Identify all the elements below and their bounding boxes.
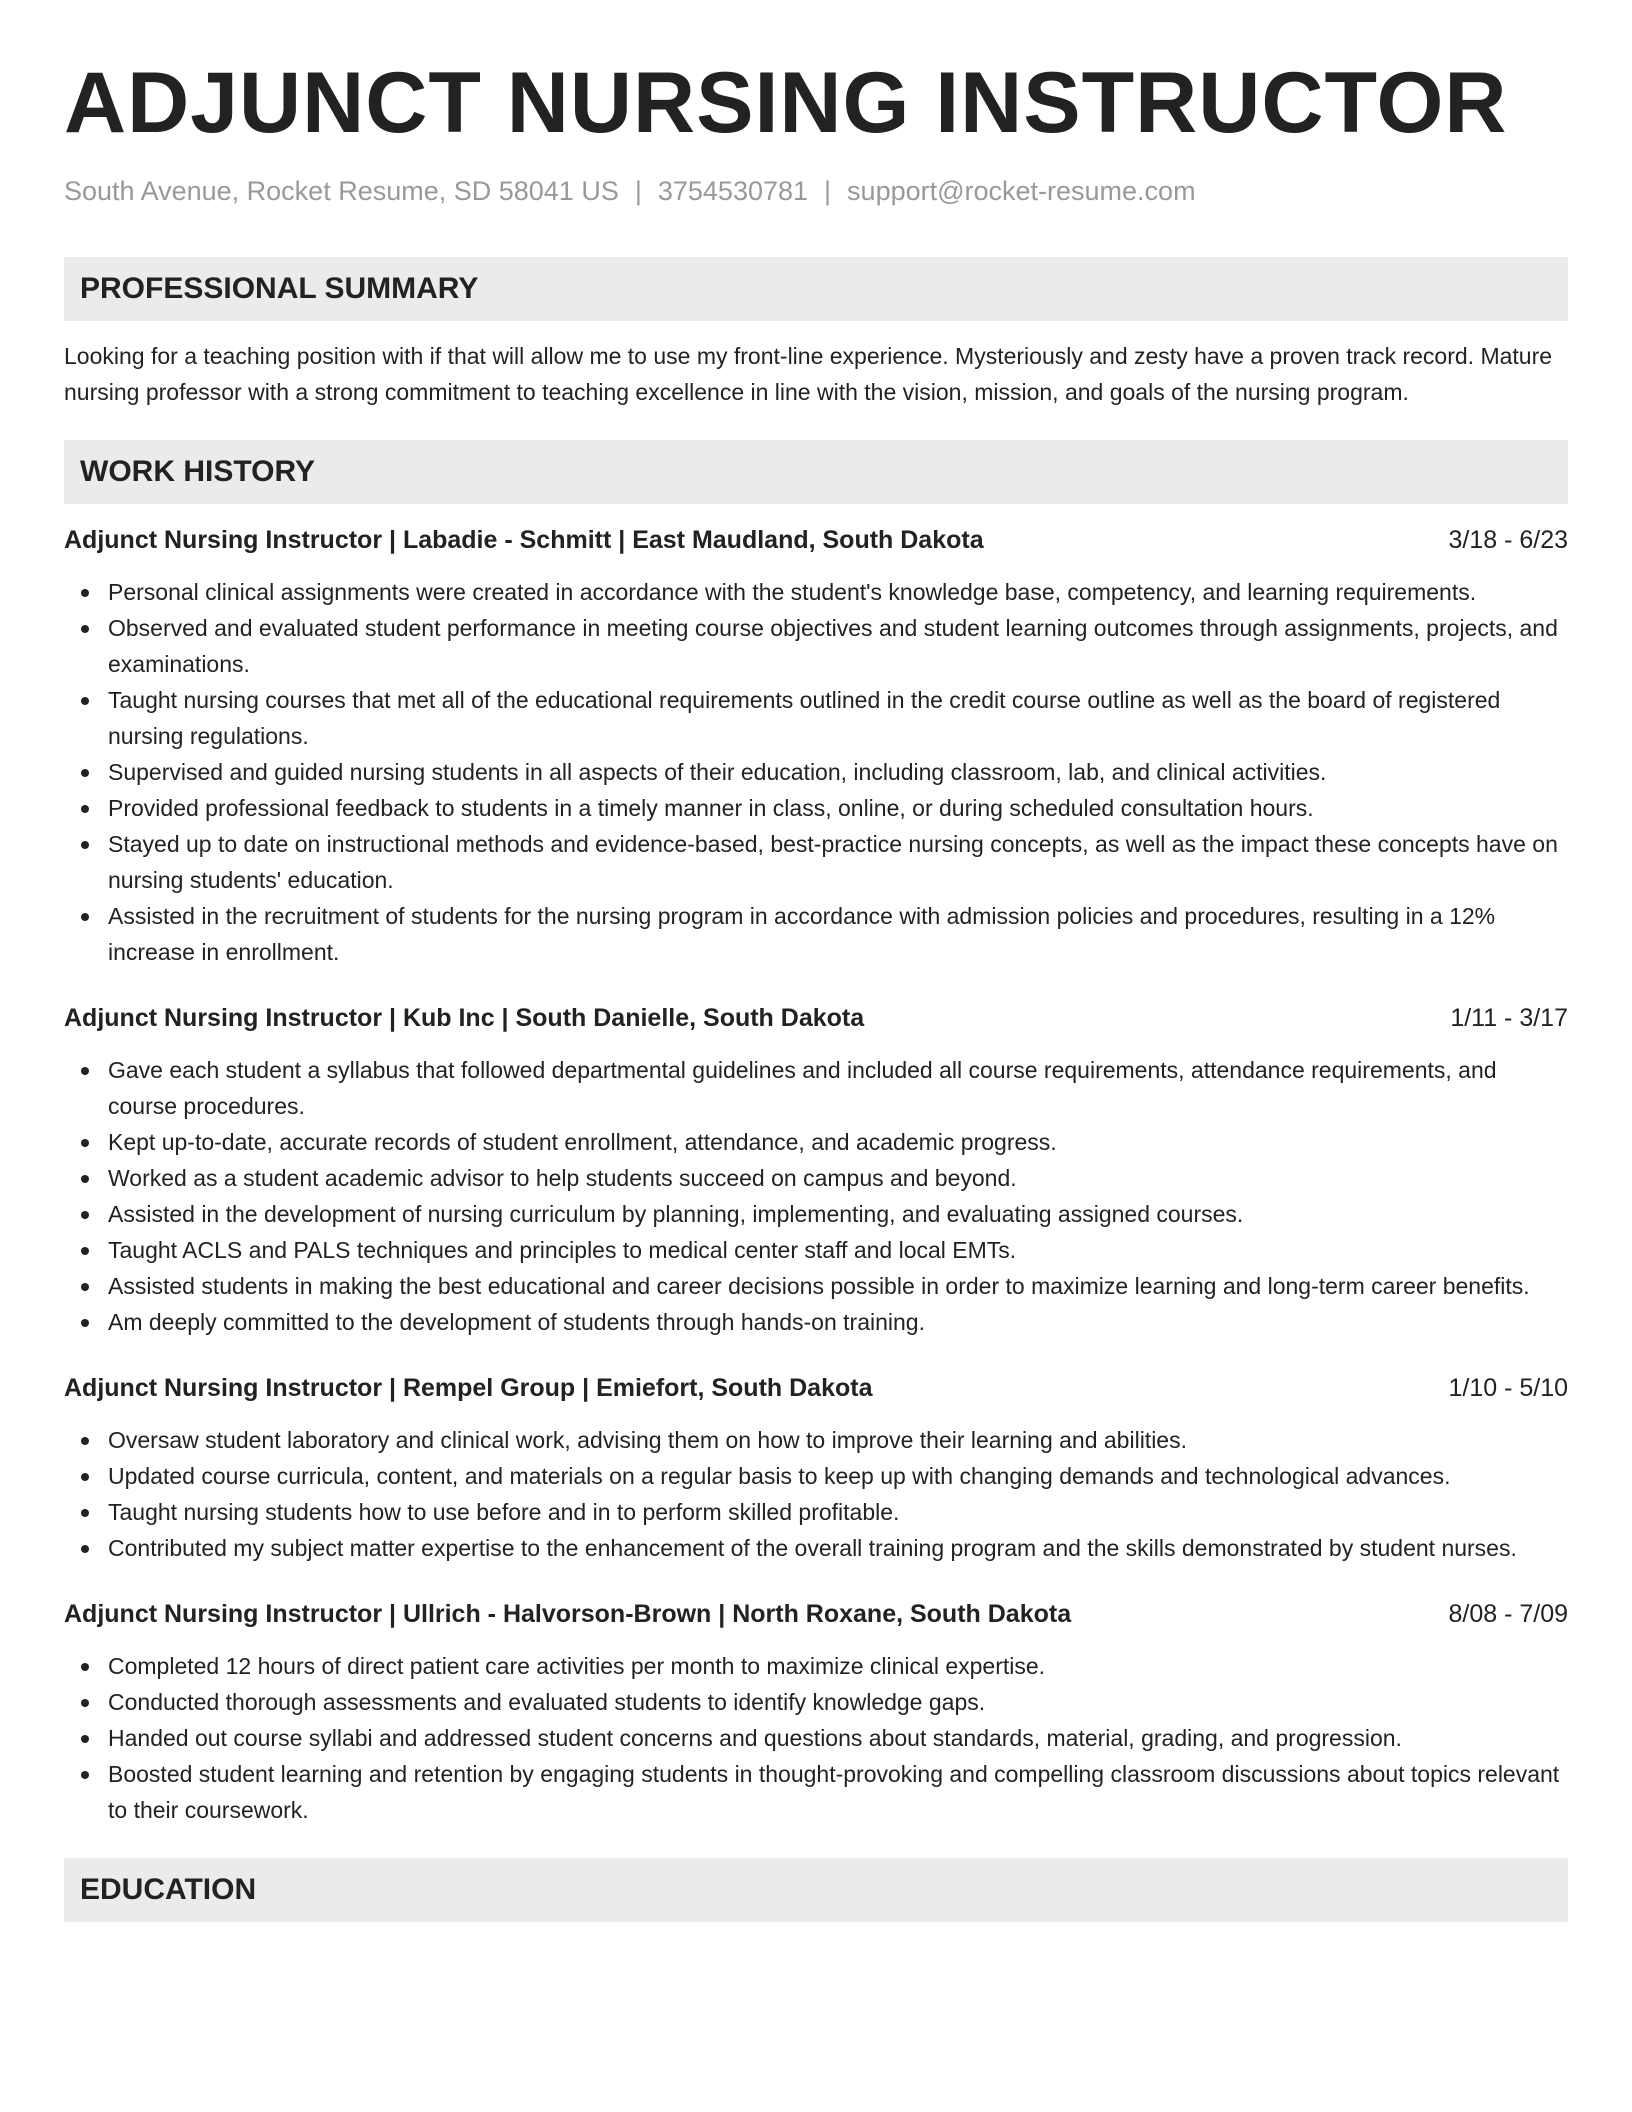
job-bullet: Assisted in the recruitment of students for the nursing program in accordance with admission policies and procedures, resulting in a 12% increase in enrollment. <box>64 898 1568 970</box>
contact-email: support@rocket-resume.com <box>847 176 1196 206</box>
job-bullet: Taught nursing courses that met all of the educational requirements outlined in the credit course outline as well as the board of registered nursing regulations. <box>64 682 1568 754</box>
job-bullets <box>64 574 1568 970</box>
candidate-name: ADJUNCT NURSING INSTRUCTOR <box>64 55 1508 151</box>
contact-separator: | <box>634 176 642 206</box>
job-dates: 3/18 - 6/23 <box>1448 526 1568 554</box>
job-bullet: Updated course curricula, content, and materials on a regular basis to keep up with changing demands and technological advances. <box>64 1458 1568 1494</box>
contact-line <box>64 176 1568 207</box>
summary-text: Looking for a teaching position with if that will allow me to use my front-line experience. Mysteriously and zesty have a proven track record. Mature nursing professor with a strong commitment to teaching excellence in line with the vision, mission, and goals of the nursing program. <box>64 343 1553 405</box>
job-title: Adjunct Nursing Instructor | Kub Inc | South Danielle, South Dakota <box>64 1004 865 1032</box>
job-bullet: Provided professional feedback to students in a timely manner in class, online, or during scheduled consultation hours. <box>64 790 1568 826</box>
job-bullet: Am deeply committed to the development of students through hands-on training. <box>64 1304 1568 1340</box>
job-bullet: Kept up-to-date, accurate records of student enrollment, attendance, and academic progress. <box>64 1124 1568 1160</box>
job-bullet: Observed and evaluated student performance in meeting course objectives and student learning outcomes through assignments, projects, and examinations. <box>64 610 1568 682</box>
job-title: Adjunct Nursing Instructor | Rempel Group | Emiefort, South Dakota <box>64 1374 873 1402</box>
job-header <box>64 1000 1568 1036</box>
job-bullet: Assisted in the development of nursing curriculum by planning, implementing, and evaluating assigned courses. <box>64 1196 1568 1232</box>
job-bullet: Boosted student learning and retention by engaging students in thought-provoking and compelling classroom discussions about topics relevant to their coursework. <box>64 1756 1568 1828</box>
section-header-work-history: WORK HISTORY <box>64 440 1568 504</box>
job-dates: 1/10 - 5/10 <box>1448 1374 1568 1402</box>
job-bullet: Gave each student a syllabus that followed departmental guidelines and included all course requirements, attendance requirements, and course procedures. <box>64 1052 1568 1124</box>
job-entry <box>64 1596 1568 1828</box>
job-title: Adjunct Nursing Instructor | Ullrich - Halvorson-Brown | North Roxane, South Dakota <box>64 1600 1072 1628</box>
job-dates: 8/08 - 7/09 <box>1448 1600 1568 1628</box>
job-bullets <box>64 1052 1568 1340</box>
contact-phone: 3754530781 <box>657 176 809 206</box>
job-bullet: Contributed my subject matter expertise to the enhancement of the overall training program and the skills demonstrated by student nurses. <box>64 1530 1568 1566</box>
job-bullet: Supervised and guided nursing students in all aspects of their education, including classroom, lab, and clinical activities. <box>64 754 1568 790</box>
job-bullets <box>64 1422 1568 1566</box>
job-bullet: Taught nursing students how to use before and in to perform skilled profitable. <box>64 1494 1568 1530</box>
job-bullet: Stayed up to date on instructional methods and evidence-based, best-practice nursing concepts, as well as the impact these concepts have on nursing students' education. <box>64 826 1568 898</box>
job-bullet: Handed out course syllabi and addressed student concerns and questions about standards, material, grading, and progression. <box>64 1720 1568 1756</box>
contact-separator: | <box>824 176 832 206</box>
job-header <box>64 522 1568 558</box>
job-dates: 1/11 - 3/17 <box>1450 1004 1568 1032</box>
section-header-summary: PROFESSIONAL SUMMARY <box>64 257 1568 321</box>
job-bullet: Assisted students in making the best educational and career decisions possible in order to maximize learning and long-term career benefits. <box>64 1268 1568 1304</box>
section-header-education: EDUCATION <box>64 1858 1568 1922</box>
job-entry <box>64 522 1568 970</box>
job-bullet: Oversaw student laboratory and clinical work, advising them on how to improve their learning and abilities. <box>64 1422 1568 1458</box>
job-bullet: Personal clinical assignments were created in accordance with the student's knowledge base, competency, and learning requirements. <box>64 574 1568 610</box>
job-entry <box>64 1370 1568 1566</box>
contact-address: South Avenue, Rocket Resume, SD 58041 US <box>64 176 619 206</box>
job-bullet: Taught ACLS and PALS techniques and principles to medical center staff and local EMTs. <box>64 1232 1568 1268</box>
job-title: Adjunct Nursing Instructor | Labadie - Schmitt | East Maudland, South Dakota <box>64 526 984 554</box>
job-header <box>64 1370 1568 1406</box>
job-bullet: Completed 12 hours of direct patient care activities per month to maximize clinical expertise. <box>64 1648 1568 1684</box>
job-header <box>64 1596 1568 1632</box>
job-bullets <box>64 1648 1568 1828</box>
job-bullet: Worked as a student academic advisor to help students succeed on campus and beyond. <box>64 1160 1568 1196</box>
job-bullet: Conducted thorough assessments and evaluated students to identify knowledge gaps. <box>64 1684 1568 1720</box>
job-entry <box>64 1000 1568 1340</box>
